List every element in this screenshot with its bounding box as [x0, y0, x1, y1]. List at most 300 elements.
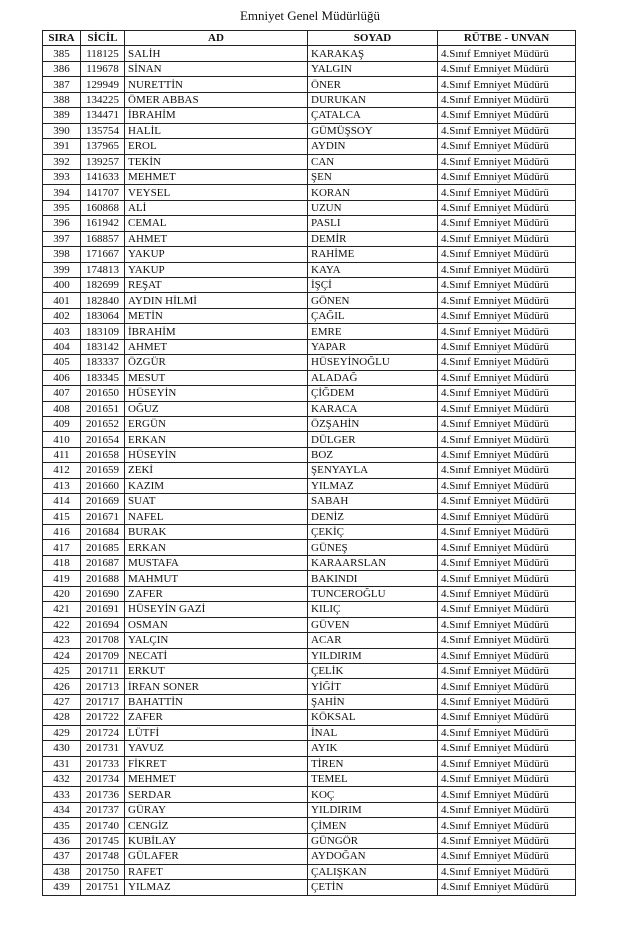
cell-sira: 396 — [43, 216, 81, 231]
cell-soyad: EMRE — [308, 324, 438, 339]
page-title: Emniyet Genel Müdürlüğü — [239, 8, 381, 23]
cell-soyad: GÖNEN — [308, 293, 438, 308]
cell-rutbe: 4.Sınıf Emniyet Müdürü — [438, 278, 576, 293]
cell-rutbe: 4.Sınıf Emniyet Müdürü — [438, 61, 576, 76]
cell-rutbe: 4.Sınıf Emniyet Müdürü — [438, 802, 576, 817]
cell-ad: AYDIN HİLMİ — [125, 293, 308, 308]
cell-ad: ÖZGÜR — [125, 355, 308, 370]
cell-rutbe: 4.Sınıf Emniyet Müdürü — [438, 710, 576, 725]
cell-rutbe: 4.Sınıf Emniyet Müdürü — [438, 648, 576, 663]
cell-ad: RAFET — [125, 864, 308, 879]
cell-rutbe: 4.Sınıf Emniyet Müdürü — [438, 185, 576, 200]
cell-ad: ZEKİ — [125, 463, 308, 478]
cell-ad: YAVUZ — [125, 741, 308, 756]
table-row — [43, 741, 576, 756]
table-row — [43, 154, 576, 169]
cell-rutbe: 4.Sınıf Emniyet Müdürü — [438, 169, 576, 184]
cell-rutbe: 4.Sınıf Emniyet Müdürü — [438, 200, 576, 215]
table-header-row — [43, 31, 576, 46]
cell-sira: 421 — [43, 602, 81, 617]
cell-rutbe: 4.Sınıf Emniyet Müdürü — [438, 880, 576, 895]
table-row — [43, 880, 576, 895]
cell-sicil: 201684 — [81, 525, 125, 540]
cell-sira: 411 — [43, 447, 81, 462]
cell-rutbe: 4.Sınıf Emniyet Müdürü — [438, 247, 576, 262]
cell-rutbe: 4.Sınıf Emniyet Müdürü — [438, 633, 576, 648]
cell-sira: 439 — [43, 880, 81, 895]
cell-sicil: 201652 — [81, 416, 125, 431]
cell-sira: 410 — [43, 432, 81, 447]
cell-sira: 409 — [43, 416, 81, 431]
cell-ad: SİNAN — [125, 61, 308, 76]
cell-rutbe: 4.Sınıf Emniyet Müdürü — [438, 756, 576, 771]
cell-ad: METİN — [125, 308, 308, 323]
cell-soyad: TİREN — [308, 756, 438, 771]
cell-sicil: 201688 — [81, 571, 125, 586]
cell-ad: KUBİLAY — [125, 833, 308, 848]
cell-sira: 416 — [43, 525, 81, 540]
cell-soyad: ÖNER — [308, 77, 438, 92]
cell-ad: OSMAN — [125, 617, 308, 632]
cell-rutbe: 4.Sınıf Emniyet Müdürü — [438, 602, 576, 617]
cell-sicil: 182699 — [81, 278, 125, 293]
cell-soyad: KARACA — [308, 401, 438, 416]
cell-sicil: 201708 — [81, 633, 125, 648]
cell-rutbe: 4.Sınıf Emniyet Müdürü — [438, 262, 576, 277]
cell-sicil: 183109 — [81, 324, 125, 339]
table-row — [43, 231, 576, 246]
table-row — [43, 355, 576, 370]
cell-soyad: YAPAR — [308, 339, 438, 354]
cell-soyad: DENİZ — [308, 509, 438, 524]
table-row — [43, 61, 576, 76]
table-row — [43, 77, 576, 92]
cell-sicil: 201724 — [81, 725, 125, 740]
cell-sicil: 201687 — [81, 555, 125, 570]
cell-sicil: 201658 — [81, 447, 125, 462]
cell-soyad: KARAKAŞ — [308, 46, 438, 61]
table-row — [43, 756, 576, 771]
cell-sira: 419 — [43, 571, 81, 586]
cell-rutbe: 4.Sınıf Emniyet Müdürü — [438, 123, 576, 138]
cell-rutbe: 4.Sınıf Emniyet Müdürü — [438, 772, 576, 787]
cell-ad: ERKUT — [125, 663, 308, 678]
cell-sicil: 201737 — [81, 802, 125, 817]
cell-soyad: KORAN — [308, 185, 438, 200]
cell-sicil: 201733 — [81, 756, 125, 771]
cell-ad: HÜSEYİN — [125, 447, 308, 462]
cell-ad: CEMAL — [125, 216, 308, 231]
table-row — [43, 617, 576, 632]
cell-soyad: ACAR — [308, 633, 438, 648]
cell-rutbe: 4.Sınıf Emniyet Müdürü — [438, 386, 576, 401]
table-row — [43, 278, 576, 293]
cell-ad: VEYSEL — [125, 185, 308, 200]
cell-soyad: ÇAĞIL — [308, 308, 438, 323]
cell-ad: LÜTFİ — [125, 725, 308, 740]
cell-sira: 431 — [43, 756, 81, 771]
cell-sira: 429 — [43, 725, 81, 740]
table-row — [43, 324, 576, 339]
cell-soyad: YİĞİT — [308, 679, 438, 694]
cell-soyad: ÇATALCA — [308, 108, 438, 123]
cell-rutbe: 4.Sınıf Emniyet Müdürü — [438, 725, 576, 740]
cell-sicil: 201654 — [81, 432, 125, 447]
cell-soyad: BOZ — [308, 447, 438, 462]
cell-sira: 386 — [43, 61, 81, 76]
table-row — [43, 802, 576, 817]
cell-sicil: 141633 — [81, 169, 125, 184]
cell-sicil: 134225 — [81, 92, 125, 107]
cell-sira: 403 — [43, 324, 81, 339]
table-row — [43, 849, 576, 864]
cell-sira: 390 — [43, 123, 81, 138]
cell-soyad: ÇALIŞKAN — [308, 864, 438, 879]
cell-rutbe: 4.Sınıf Emniyet Müdürü — [438, 231, 576, 246]
header-sira: SIRA — [43, 31, 81, 46]
cell-soyad: KOÇ — [308, 787, 438, 802]
cell-soyad: İNAL — [308, 725, 438, 740]
cell-ad: TEKİN — [125, 154, 308, 169]
cell-sira: 401 — [43, 293, 81, 308]
cell-sira: 405 — [43, 355, 81, 370]
cell-sira: 412 — [43, 463, 81, 478]
cell-sicil: 168857 — [81, 231, 125, 246]
cell-soyad: AYDOĞAN — [308, 849, 438, 864]
cell-rutbe: 4.Sınıf Emniyet Müdürü — [438, 339, 576, 354]
cell-ad: ERGÜN — [125, 416, 308, 431]
cell-sira: 400 — [43, 278, 81, 293]
cell-ad: İRFAN SONER — [125, 679, 308, 694]
table-row — [43, 216, 576, 231]
cell-ad: BAHATTİN — [125, 694, 308, 709]
cell-soyad: TEMEL — [308, 772, 438, 787]
cell-ad: ZAFER — [125, 586, 308, 601]
cell-soyad: BAKINDI — [308, 571, 438, 586]
table-row — [43, 139, 576, 154]
cell-rutbe: 4.Sınıf Emniyet Müdürü — [438, 401, 576, 416]
cell-soyad: ÖZŞAHİN — [308, 416, 438, 431]
cell-sicil: 201659 — [81, 463, 125, 478]
cell-sicil: 174813 — [81, 262, 125, 277]
cell-sira: 394 — [43, 185, 81, 200]
cell-ad: MEHMET — [125, 169, 308, 184]
cell-ad: ALİ — [125, 200, 308, 215]
cell-ad: SALİH — [125, 46, 308, 61]
cell-sira: 434 — [43, 802, 81, 817]
cell-sicil: 135754 — [81, 123, 125, 138]
table-row — [43, 633, 576, 648]
table-row — [43, 339, 576, 354]
cell-sicil: 201694 — [81, 617, 125, 632]
cell-soyad: ÇETİN — [308, 880, 438, 895]
cell-sicil: 137965 — [81, 139, 125, 154]
cell-ad: YAKUP — [125, 262, 308, 277]
table-row — [43, 679, 576, 694]
table-row — [43, 694, 576, 709]
cell-soyad: GÜVEN — [308, 617, 438, 632]
header-soyad: SOYAD — [308, 31, 438, 46]
cell-sira: 420 — [43, 586, 81, 601]
table-row — [43, 447, 576, 462]
cell-soyad: İŞÇİ — [308, 278, 438, 293]
cell-ad: HÜSEYİN GAZİ — [125, 602, 308, 617]
cell-rutbe: 4.Sınıf Emniyet Müdürü — [438, 324, 576, 339]
table-row — [43, 555, 576, 570]
cell-rutbe: 4.Sınıf Emniyet Müdürü — [438, 864, 576, 879]
cell-sicil: 201748 — [81, 849, 125, 864]
cell-ad: ERKAN — [125, 432, 308, 447]
cell-sira: 413 — [43, 478, 81, 493]
cell-ad: MEHMET — [125, 772, 308, 787]
cell-rutbe: 4.Sınıf Emniyet Müdürü — [438, 216, 576, 231]
cell-sira: 414 — [43, 494, 81, 509]
cell-rutbe: 4.Sınıf Emniyet Müdürü — [438, 293, 576, 308]
cell-soyad: ŞAHİN — [308, 694, 438, 709]
cell-rutbe: 4.Sınıf Emniyet Müdürü — [438, 139, 576, 154]
cell-soyad: ALADAĞ — [308, 370, 438, 385]
cell-soyad: CAN — [308, 154, 438, 169]
cell-soyad: YILDIRIM — [308, 648, 438, 663]
cell-sicil: 201691 — [81, 602, 125, 617]
table-row — [43, 108, 576, 123]
cell-sira: 438 — [43, 864, 81, 879]
cell-sira: 426 — [43, 679, 81, 694]
cell-ad: ZAFER — [125, 710, 308, 725]
cell-soyad: GÜNEŞ — [308, 540, 438, 555]
cell-ad: ÖMER ABBAS — [125, 92, 308, 107]
cell-sicil: 201731 — [81, 741, 125, 756]
header-sicil: SİCİL — [81, 31, 125, 46]
cell-rutbe: 4.Sınıf Emniyet Müdürü — [438, 370, 576, 385]
cell-ad: MAHMUT — [125, 571, 308, 586]
cell-sicil: 183345 — [81, 370, 125, 385]
cell-ad: FİKRET — [125, 756, 308, 771]
table-row — [43, 818, 576, 833]
cell-ad: İBRAHİM — [125, 108, 308, 123]
cell-soyad: PASLI — [308, 216, 438, 231]
cell-ad: YALÇIN — [125, 633, 308, 648]
cell-sicil: 201740 — [81, 818, 125, 833]
table-row — [43, 308, 576, 323]
header-ad: AD — [125, 31, 308, 46]
cell-ad: NECATİ — [125, 648, 308, 663]
cell-soyad: GÜMÜŞSOY — [308, 123, 438, 138]
cell-rutbe: 4.Sınıf Emniyet Müdürü — [438, 46, 576, 61]
cell-sicil: 201650 — [81, 386, 125, 401]
table-row — [43, 478, 576, 493]
cell-rutbe: 4.Sınıf Emniyet Müdürü — [438, 849, 576, 864]
cell-soyad: SABAH — [308, 494, 438, 509]
cell-sicil: 183142 — [81, 339, 125, 354]
cell-soyad: ÇİĞDEM — [308, 386, 438, 401]
cell-sicil: 201722 — [81, 710, 125, 725]
cell-sira: 391 — [43, 139, 81, 154]
cell-sicil: 183337 — [81, 355, 125, 370]
table-row — [43, 386, 576, 401]
cell-ad: YAKUP — [125, 247, 308, 262]
cell-sicil: 183064 — [81, 308, 125, 323]
cell-sira: 385 — [43, 46, 81, 61]
cell-sira: 415 — [43, 509, 81, 524]
table-row — [43, 571, 576, 586]
cell-sira: 404 — [43, 339, 81, 354]
header-rutbe-unvan: RÜTBE - UNVAN — [438, 31, 576, 46]
cell-sira: 422 — [43, 617, 81, 632]
cell-sira: 389 — [43, 108, 81, 123]
cell-sicil: 201651 — [81, 401, 125, 416]
cell-ad: NURETTİN — [125, 77, 308, 92]
table-row — [43, 509, 576, 524]
cell-ad: CENGİZ — [125, 818, 308, 833]
cell-rutbe: 4.Sınıf Emniyet Müdürü — [438, 525, 576, 540]
cell-sicil: 201751 — [81, 880, 125, 895]
cell-sicil: 201745 — [81, 833, 125, 848]
cell-rutbe: 4.Sınıf Emniyet Müdürü — [438, 694, 576, 709]
table-row — [43, 185, 576, 200]
table-row — [43, 787, 576, 802]
cell-ad: MUSTAFA — [125, 555, 308, 570]
cell-sicil: 201669 — [81, 494, 125, 509]
cell-sira: 398 — [43, 247, 81, 262]
cell-sira: 435 — [43, 818, 81, 833]
cell-sira: 407 — [43, 386, 81, 401]
cell-ad: KAZIM — [125, 478, 308, 493]
cell-sicil: 201713 — [81, 679, 125, 694]
cell-sira: 402 — [43, 308, 81, 323]
cell-rutbe: 4.Sınıf Emniyet Müdürü — [438, 416, 576, 431]
cell-rutbe: 4.Sınıf Emniyet Müdürü — [438, 478, 576, 493]
cell-ad: YILMAZ — [125, 880, 308, 895]
cell-soyad: GÜNGÖR — [308, 833, 438, 848]
cell-sicil: 201671 — [81, 509, 125, 524]
cell-soyad: YILDIRIM — [308, 802, 438, 817]
cell-sira: 408 — [43, 401, 81, 416]
table-row — [43, 710, 576, 725]
cell-rutbe: 4.Sınıf Emniyet Müdürü — [438, 108, 576, 123]
table-row — [43, 401, 576, 416]
table-row — [43, 494, 576, 509]
cell-soyad: DURUKAN — [308, 92, 438, 107]
table-row — [43, 833, 576, 848]
cell-rutbe: 4.Sınıf Emniyet Müdürü — [438, 494, 576, 509]
table-row — [43, 525, 576, 540]
cell-sira: 427 — [43, 694, 81, 709]
table-row — [43, 648, 576, 663]
table-row — [43, 864, 576, 879]
cell-soyad: ÇİMEN — [308, 818, 438, 833]
cell-rutbe: 4.Sınıf Emniyet Müdürü — [438, 818, 576, 833]
cell-ad: EROL — [125, 139, 308, 154]
table-row — [43, 293, 576, 308]
cell-sira: 399 — [43, 262, 81, 277]
cell-ad: İBRAHİM — [125, 324, 308, 339]
table-row — [43, 92, 576, 107]
cell-sicil: 141707 — [81, 185, 125, 200]
cell-rutbe: 4.Sınıf Emniyet Müdürü — [438, 308, 576, 323]
cell-soyad: RAHİME — [308, 247, 438, 262]
cell-ad: AHMET — [125, 339, 308, 354]
cell-sicil: 161942 — [81, 216, 125, 231]
cell-sicil: 201660 — [81, 478, 125, 493]
cell-sicil: 201734 — [81, 772, 125, 787]
cell-sira: 437 — [43, 849, 81, 864]
cell-rutbe: 4.Sınıf Emniyet Müdürü — [438, 92, 576, 107]
cell-rutbe: 4.Sınıf Emniyet Müdürü — [438, 555, 576, 570]
table-row — [43, 463, 576, 478]
cell-sicil: 201709 — [81, 648, 125, 663]
cell-ad: MESUT — [125, 370, 308, 385]
cell-sicil: 201685 — [81, 540, 125, 555]
cell-sicil: 139257 — [81, 154, 125, 169]
cell-sira: 432 — [43, 772, 81, 787]
table-row — [43, 663, 576, 678]
cell-soyad: KARAARSLAN — [308, 555, 438, 570]
personnel-table — [42, 30, 576, 896]
cell-ad: HÜSEYİN — [125, 386, 308, 401]
cell-rutbe: 4.Sınıf Emniyet Müdürü — [438, 787, 576, 802]
cell-soyad: AYIK — [308, 741, 438, 756]
cell-rutbe: 4.Sınıf Emniyet Müdürü — [438, 77, 576, 92]
cell-rutbe: 4.Sınıf Emniyet Müdürü — [438, 679, 576, 694]
cell-rutbe: 4.Sınıf Emniyet Müdürü — [438, 833, 576, 848]
cell-sira: 436 — [43, 833, 81, 848]
cell-rutbe: 4.Sınıf Emniyet Müdürü — [438, 663, 576, 678]
table-row — [43, 169, 576, 184]
cell-soyad: DEMİR — [308, 231, 438, 246]
cell-sicil: 160868 — [81, 200, 125, 215]
cell-rutbe: 4.Sınıf Emniyet Müdürü — [438, 154, 576, 169]
cell-ad: OĞUZ — [125, 401, 308, 416]
cell-sicil: 118125 — [81, 46, 125, 61]
cell-soyad: YILMAZ — [308, 478, 438, 493]
cell-sicil: 201750 — [81, 864, 125, 879]
cell-rutbe: 4.Sınıf Emniyet Müdürü — [438, 617, 576, 632]
cell-soyad: ŞENYAYLA — [308, 463, 438, 478]
cell-sira: 397 — [43, 231, 81, 246]
cell-sira: 425 — [43, 663, 81, 678]
cell-sira: 418 — [43, 555, 81, 570]
cell-sira: 430 — [43, 741, 81, 756]
table-row — [43, 602, 576, 617]
cell-sira: 424 — [43, 648, 81, 663]
cell-soyad: YALGIN — [308, 61, 438, 76]
cell-sira: 387 — [43, 77, 81, 92]
cell-soyad: ÇEKİÇ — [308, 525, 438, 540]
table-body — [43, 46, 576, 895]
cell-sira: 395 — [43, 200, 81, 215]
cell-ad: REŞAT — [125, 278, 308, 293]
cell-soyad: DÜLGER — [308, 432, 438, 447]
table-row — [43, 46, 576, 61]
cell-ad: BURAK — [125, 525, 308, 540]
cell-ad: SUAT — [125, 494, 308, 509]
table-row — [43, 586, 576, 601]
cell-ad: GÜLAFER — [125, 849, 308, 864]
cell-sira: 417 — [43, 540, 81, 555]
table-row — [43, 725, 576, 740]
cell-soyad: KAYA — [308, 262, 438, 277]
cell-sira: 388 — [43, 92, 81, 107]
cell-rutbe: 4.Sınıf Emniyet Müdürü — [438, 741, 576, 756]
cell-sira: 423 — [43, 633, 81, 648]
cell-ad: HALİL — [125, 123, 308, 138]
cell-ad: ERKAN — [125, 540, 308, 555]
cell-sira: 393 — [43, 169, 81, 184]
table-row — [43, 200, 576, 215]
cell-sicil: 201717 — [81, 694, 125, 709]
cell-sicil: 182840 — [81, 293, 125, 308]
